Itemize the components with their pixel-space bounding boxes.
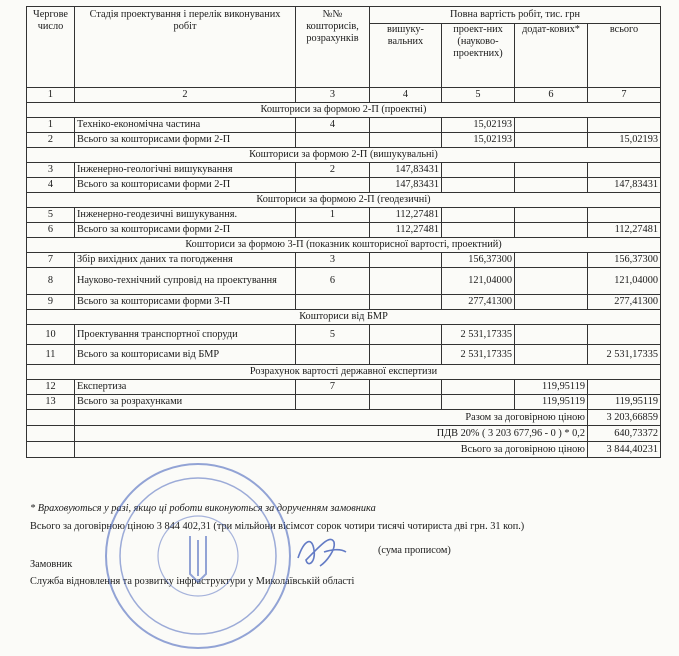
row-name: Всього за кошторисами форми 2-П [75,223,296,238]
row-total: 277,41300 [588,295,661,310]
sum-words-caption: (сума прописом) [378,545,451,556]
col-num: 3 [296,88,370,103]
section-title: Кошториси за формою 2-П (вишукувальні) [27,148,661,163]
header-row [27,7,661,24]
col-num: 5 [442,88,515,103]
table-row [27,380,661,395]
table-row [27,118,661,133]
row-survey [370,253,442,268]
row-ref: 2 [296,163,370,178]
row-number: 12 [27,380,75,395]
row-total [588,208,661,223]
section-row [27,238,661,253]
row-number: 4 [27,178,75,193]
row-total: 121,04000 [588,268,661,295]
row-total: 15,02193 [588,133,661,148]
row-additional [515,295,588,310]
section-row [27,310,661,325]
section-row [27,365,661,380]
section-title: Кошториси за формою 3-П (показник кошторисної вартості, проектний) [27,238,661,253]
table-row [27,178,661,193]
row-design: 2 531,17335 [442,325,515,345]
row-ref: 5 [296,325,370,345]
row-ref: 6 [296,268,370,295]
row-number: 2 [27,133,75,148]
signature-icon [290,528,350,573]
table-row [27,208,661,223]
row-total [588,163,661,178]
summary-contract-row [27,410,661,426]
row-survey [370,380,442,395]
table-row [27,325,661,345]
row-ref [296,178,370,193]
col-num: 7 [588,88,661,103]
row-additional [515,253,588,268]
footnote: * Враховуються у разі, якщо ці роботи виконуються за дорученням замовника [30,503,376,514]
row-number: 13 [27,395,75,410]
row-name: Інженерно-геодезичні вишукування. [75,208,296,223]
row-additional [515,345,588,365]
row-design [442,380,515,395]
header-design: проект-них (науково-проектних) [442,24,515,88]
summary-vat-row [27,426,661,442]
header-full-cost: Повна вартість робіт, тис. грн [370,7,661,24]
summary-vat-label: ПДВ 20% ( 3 203 677,96 - 0 ) * 0,2 [75,426,588,442]
row-survey: 147,83431 [370,178,442,193]
row-name: Техніко-економічна частина [75,118,296,133]
section-row [27,103,661,118]
summary-total-row [27,442,661,458]
row-design [442,223,515,238]
section-title: Кошториси за формою 2-П (геодезичні) [27,193,661,208]
row-ref: 3 [296,253,370,268]
header-estimate-numbers: №№ кошторисів, розрахунків [296,7,370,88]
header-survey: вишуку-вальних [370,24,442,88]
table-row [27,163,661,178]
row-survey: 147,83431 [370,163,442,178]
row-survey [370,268,442,295]
row-ref: 7 [296,380,370,395]
row-survey [370,325,442,345]
row-design [442,178,515,193]
row-number: 11 [27,345,75,365]
row-design [442,163,515,178]
row-name: Експертиза [75,380,296,395]
row-total: 119,95119 [588,395,661,410]
total-in-words: Всього за договірною ціною 3 844 402,31 (три мільйони вісімсот сорок чотири тисячі чотириста дві грн. 31 коп.) [30,521,525,532]
row-name: Збір вихідних даних та погодження [75,253,296,268]
row-number: 10 [27,325,75,345]
row-total [588,380,661,395]
row-survey [370,295,442,310]
row-design [442,208,515,223]
row-total: 112,27481 [588,223,661,238]
table-row [27,223,661,238]
row-name: Проектування транспортної споруди [75,325,296,345]
row-name: Інженерно-геологічні вишукування [75,163,296,178]
table-row [27,268,661,295]
header-additional: додат-кових* [515,24,588,88]
col-num: 4 [370,88,442,103]
section-title: Кошториси за формою 2-П (проектні) [27,103,661,118]
row-additional [515,208,588,223]
row-additional [515,223,588,238]
header-seq-number: Чергове число [27,7,75,88]
summary-blank [27,426,75,442]
row-additional [515,325,588,345]
col-num: 2 [75,88,296,103]
row-design: 15,02193 [442,133,515,148]
official-stamp-icon [98,456,298,656]
cost-table [26,6,661,458]
row-number: 8 [27,268,75,295]
row-number: 7 [27,253,75,268]
row-survey [370,133,442,148]
row-ref [296,345,370,365]
row-total [588,325,661,345]
header-total: всього [588,24,661,88]
row-ref [296,395,370,410]
row-design: 2 531,17335 [442,345,515,365]
row-name: Науково-технічний супровід на проектування [75,268,296,295]
row-name: Всього за розрахунками [75,395,296,410]
row-design: 277,41300 [442,295,515,310]
section-row [27,193,661,208]
row-additional [515,118,588,133]
row-number: 9 [27,295,75,310]
summary-vat-value: 640,73372 [588,426,661,442]
row-ref [296,295,370,310]
row-number: 6 [27,223,75,238]
row-additional: 119,95119 [515,380,588,395]
summary-blank [27,410,75,426]
table-row [27,395,661,410]
summary-total-value: 3 844,40231 [588,442,661,458]
section-row [27,148,661,163]
header-stage-works: Стадія проектування і перелік виконуваних робіт [75,7,296,88]
row-name: Всього за кошторисами від БМР [75,345,296,365]
row-name: Всього за кошторисами форми 2-П [75,133,296,148]
table-row [27,253,661,268]
row-design: 121,04000 [442,268,515,295]
col-num: 1 [27,88,75,103]
row-survey: 112,27481 [370,223,442,238]
row-number: 3 [27,163,75,178]
row-number: 5 [27,208,75,223]
row-survey [370,345,442,365]
organization-name: Служба відновлення та розвитку інфраструктури у Миколаївській області [30,576,355,587]
table-row [27,133,661,148]
row-additional: 119,95119 [515,395,588,410]
row-number: 1 [27,118,75,133]
row-total: 2 531,17335 [588,345,661,365]
summary-contract-label: Разом за договірною ціною [75,410,588,426]
section-title: Розрахунок вартості державної експертизи [27,365,661,380]
row-survey [370,395,442,410]
summary-contract-value: 3 203,66859 [588,410,661,426]
row-ref: 4 [296,118,370,133]
table-row [27,345,661,365]
row-name: Всього за кошторисами форми 3-П [75,295,296,310]
row-additional [515,268,588,295]
row-total: 147,83431 [588,178,661,193]
summary-total-label: Всього за договірною ціною [75,442,588,458]
row-survey [370,118,442,133]
row-total: 156,37300 [588,253,661,268]
row-name: Всього за кошторисами форми 2-П [75,178,296,193]
col-num: 6 [515,88,588,103]
customer-label: Замовник [30,559,73,570]
section-title: Кошториси від БМР [27,310,661,325]
row-additional [515,163,588,178]
row-additional [515,133,588,148]
row-survey: 112,27481 [370,208,442,223]
row-total [588,118,661,133]
row-additional [515,178,588,193]
row-ref: 1 [296,208,370,223]
table-row [27,295,661,310]
summary-blank [27,442,75,458]
column-number-row [27,88,661,103]
row-design [442,395,515,410]
row-ref [296,133,370,148]
row-ref [296,223,370,238]
row-design: 15,02193 [442,118,515,133]
row-design: 156,37300 [442,253,515,268]
